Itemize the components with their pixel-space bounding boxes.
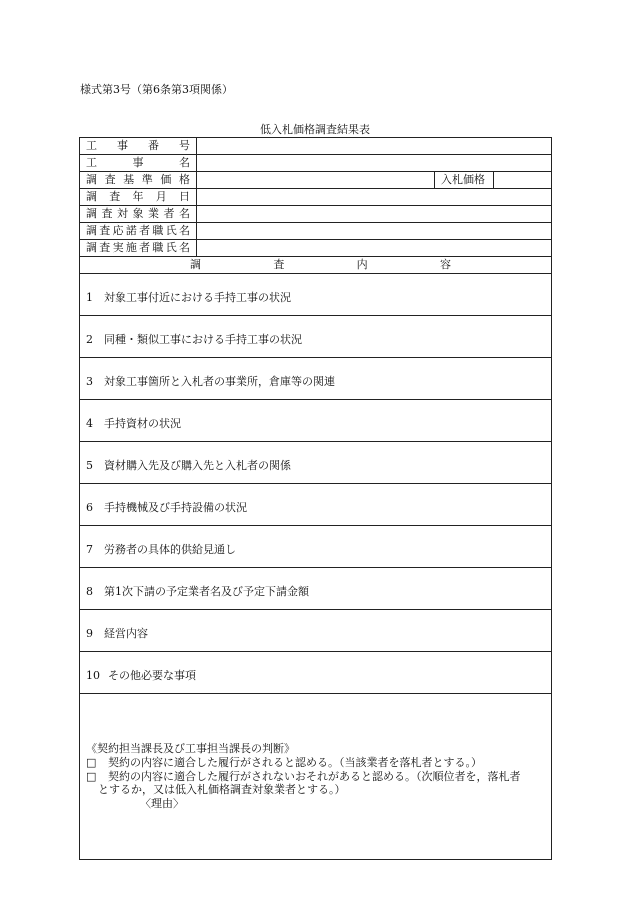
section-5[interactable]: 5 資材購入先及び購入先と入札者の関係 xyxy=(80,442,552,484)
row-base-price xyxy=(80,172,552,189)
section-4[interactable]: 4 手持資材の状況 xyxy=(80,400,552,442)
row-respondent xyxy=(80,223,552,240)
label-base-price: 調 査 基 準 価 格 xyxy=(80,172,197,189)
label-implementer: 調 査 実 施 者 職 氏 名 xyxy=(80,240,197,257)
field-respondent[interactable] xyxy=(197,223,552,240)
section-3[interactable]: 3 対象工事箇所と入札者の事業所，倉庫等の関連 xyxy=(80,358,552,400)
field-target-company[interactable] xyxy=(197,206,552,223)
field-construction-no[interactable] xyxy=(197,138,552,155)
label-construction-no: 工 事 番 号 xyxy=(80,138,197,155)
section-6[interactable]: 6 手持機械及び手持設備の状況 xyxy=(80,484,552,526)
form-number: 様式第3号（第6条第3項関係） xyxy=(80,83,233,96)
field-construction-name[interactable] xyxy=(197,155,552,172)
row-target-company xyxy=(80,206,552,223)
field-base-price[interactable] xyxy=(197,172,435,189)
section-row xyxy=(80,526,552,568)
judgement-heading: 《契約担当課長及び工事担当課長の判断》 xyxy=(86,742,295,756)
judgement-row xyxy=(80,694,552,860)
label-bid-price: 入札価格 xyxy=(435,172,494,189)
section-row xyxy=(80,610,552,652)
section-row xyxy=(80,484,552,526)
checkbox-icon[interactable]: □ xyxy=(86,755,97,769)
judgement-option-2-continued: とするか，又は低入札価格調査対象業者とする。） xyxy=(98,783,346,797)
checkbox-icon[interactable]: □ xyxy=(86,769,97,783)
section-2[interactable]: 2 同種・類似工事における手持工事の状況 xyxy=(80,316,552,358)
label-respondent: 調 査 応 諾 者 職 氏 名 xyxy=(80,223,197,240)
section-9[interactable]: 9 経営内容 xyxy=(80,610,552,652)
row-construction-no xyxy=(80,138,552,155)
row-construction-name xyxy=(80,155,552,172)
section-7[interactable]: 7 労務者の具体的供給見通し xyxy=(80,526,552,568)
content-header: 調 査 内 容 xyxy=(80,257,552,274)
section-8[interactable]: 8 第1次下請の予定業者名及び予定下請金額 xyxy=(80,568,552,610)
section-10[interactable]: 10 その他必要な事項 xyxy=(80,652,552,694)
section-row xyxy=(80,358,552,400)
label-construction-name: 工 事 名 xyxy=(80,155,197,172)
section-row xyxy=(80,316,552,358)
section-row xyxy=(80,400,552,442)
field-implementer[interactable] xyxy=(197,240,552,257)
label-target-company: 調 査 対 象 業 者 名 xyxy=(80,206,197,223)
row-content-header xyxy=(80,257,552,274)
reason-label: 〈理由〉 xyxy=(140,797,184,811)
judgement-box xyxy=(80,694,552,860)
label-survey-date: 調 査 年 月 日 xyxy=(80,189,197,206)
document-title: 低入札価格調査結果表 xyxy=(260,123,370,136)
section-1[interactable]: 1 対象工事付近における手持工事の状況 xyxy=(80,274,552,316)
survey-result-table xyxy=(79,137,552,860)
judgement-option-1[interactable]: □ 契約の内容に適合した履行がされると認める。（当該業者を落札者とする。） xyxy=(86,755,482,769)
row-survey-date xyxy=(80,189,552,206)
field-survey-date[interactable] xyxy=(197,189,552,206)
judgement-option-2[interactable]: □ 契約の内容に適合した履行がされないおそれがあると認める。（次順位者を，落札者 xyxy=(86,769,521,783)
field-bid-price[interactable] xyxy=(494,172,552,189)
section-row xyxy=(80,274,552,316)
section-row xyxy=(80,652,552,694)
row-implementer xyxy=(80,240,552,257)
section-row xyxy=(80,568,552,610)
section-row xyxy=(80,442,552,484)
